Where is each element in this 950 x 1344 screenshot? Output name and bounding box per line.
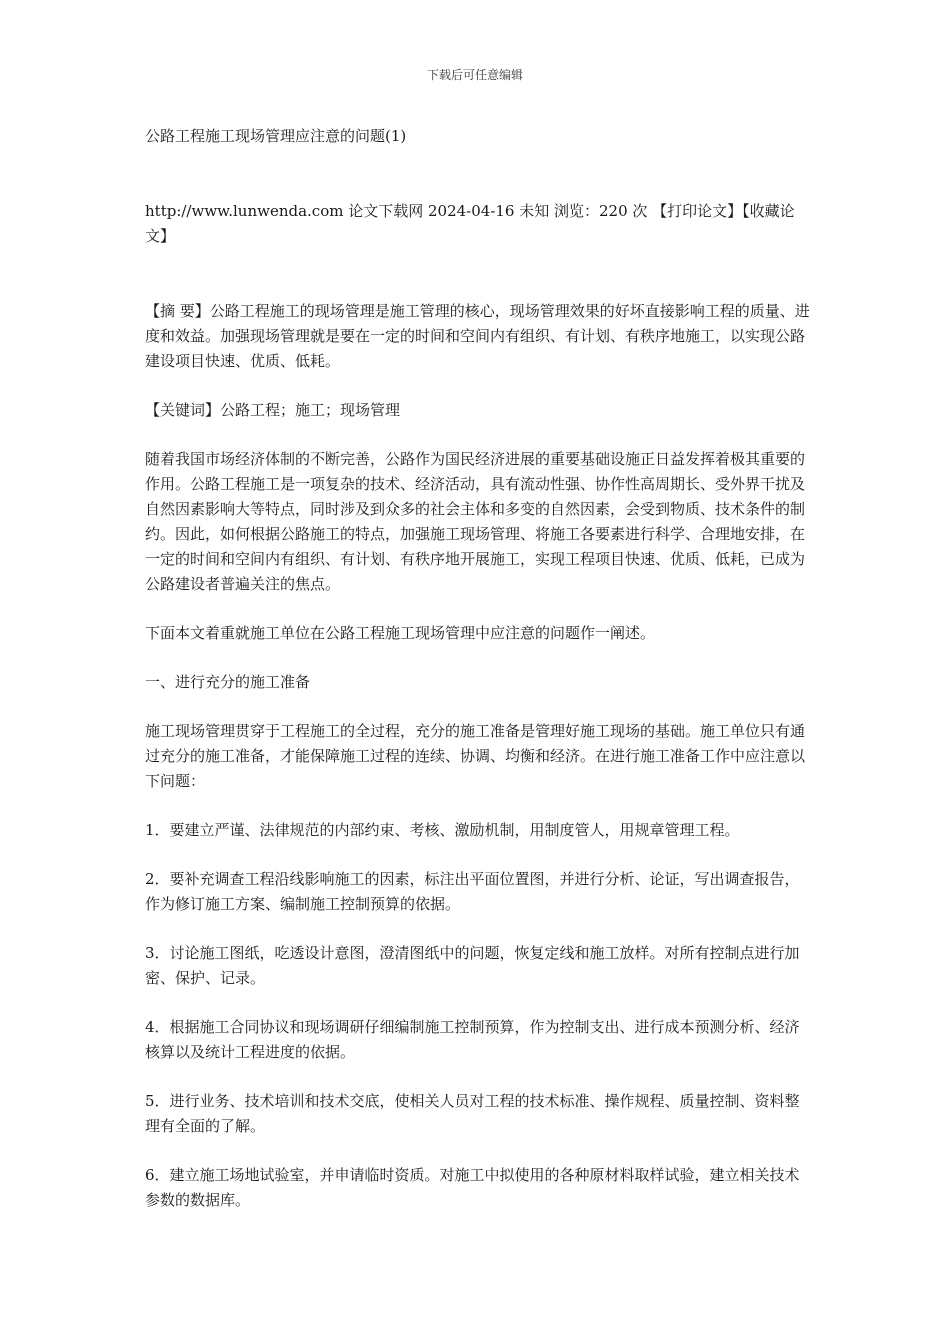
- list-item-3: 3．讨论施工图纸，吃透设计意图，澄清图纸中的问题，恢复定线和施工放样。对所有控制点进行加密、保护、记录。: [145, 944, 800, 987]
- header-note: 下载后可任意编辑: [426, 68, 523, 82]
- list-item-6: 6．建立施工场地试验室，并申请临时资质。对施工中拟使用的各种原材料取样试验，建立相关技术参数的数据库。: [145, 1166, 800, 1209]
- overview-paragraph: 下面本文着重就施工单位在公路工程施工现场管理中应注意的问题作一阐述。: [145, 624, 656, 642]
- list-item-5: 5．进行业务、技术培训和技术交底，使相关人员对工程的技术标准、操作规程、质量控制、资料整理有全面的了解。: [145, 1092, 800, 1135]
- list-item-2: 2．要补充调查工程沿线影响施工的因素，标注出平面位置图，并进行分析、论证，写出调查报告，作为修订施工方案、编制施工控制预算的依据。: [145, 870, 800, 913]
- abstract-paragraph: 【摘 要】公路工程施工的现场管理是施工管理的核心，现场管理效果的好坏直接影响工程的质量、进度和效益。加强现场管理就是要在一定的时间和空间内有组织、有计划、有秩序地施工，以实现公路建设项目快速、优质、低耗。: [145, 302, 810, 370]
- section-heading-1: 一、进行充分的施工准备: [145, 673, 311, 691]
- list-item-1: 1．要建立严谨、法律规范的内部约束、考核、激励机制，用制度管人，用规章管理工程。: [145, 821, 740, 839]
- document-body: [145, 124, 810, 1237]
- source-meta-line: http://www.lunwenda.com 论文下载网 2024-04-16 未知 浏览：220 次 【打印论文】【收藏论文】: [145, 202, 795, 245]
- intro-paragraph: 随着我国市场经济体制的不断完善，公路作为国民经济进展的重要基础设施正日益发挥着极其重要的作用。公路工程施工是一项复杂的技术、经济活动，具有流动性强、协作性高周期长、受外界干扰及自然因素影响大等特点，同时涉及到众多的社会主体和多变的自然因素，会受到物质、技术条件的制约。因此，如何根据公路施工的特点，加强施工现场管理、将施工各要素进行科学、合理地安排，在一定的时间和空间内有组织、有计划、有秩序地开展施工，实现工程项目快速、优质、低耗，已成为公路建设者普遍关注的焦点。: [145, 450, 806, 593]
- document-title: 公路工程施工现场管理应注意的问题(1): [145, 127, 407, 145]
- keywords-paragraph: 【关键词】公路工程；施工；现场管理: [145, 401, 401, 419]
- list-item-4: 4．根据施工合同协议和现场调研仔细编制施工控制预算，作为控制支出、进行成本预测分析、经济核算以及统计工程进度的依据。: [145, 1018, 800, 1061]
- section-1-paragraph: 施工现场管理贯穿于工程施工的全过程，充分的施工准备是管理好施工现场的基础。施工单位只有通过充分的施工准备，才能保障施工过程的连续、协调、均衡和经济。在进行施工准备工作中应注意以下问题：: [145, 722, 806, 790]
